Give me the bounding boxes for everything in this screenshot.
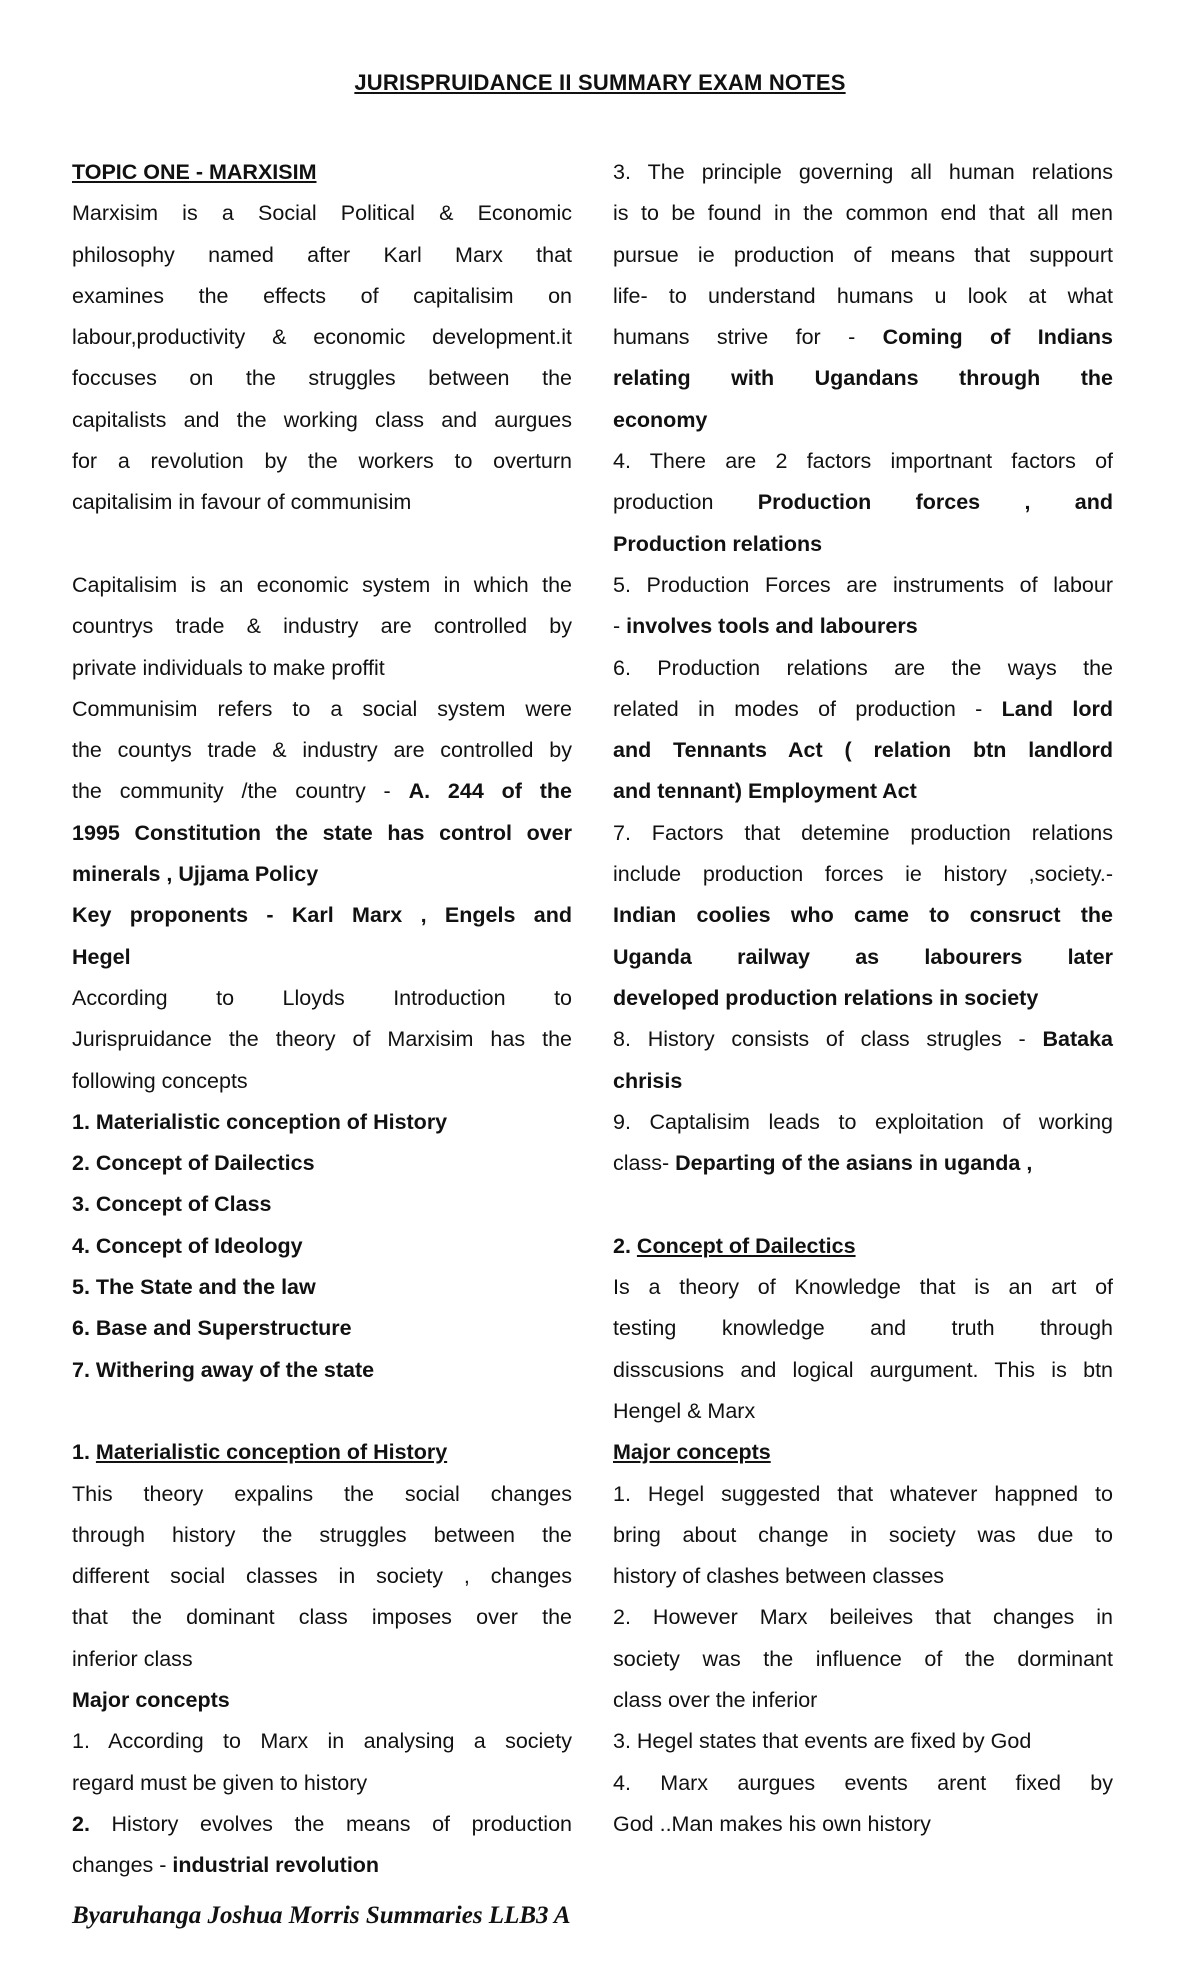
text-line: 3. The principle governing all human relations	[613, 160, 1113, 184]
text-line: is to be found in the common end that all men	[613, 201, 1113, 226]
text-line: 9. Captalisim leads to exploitation of working	[613, 1109, 1113, 1134]
dialectics-description	[613, 1267, 1113, 1432]
key-proponents: Key proponents - Karl Marx , Engels and	[72, 903, 572, 928]
section-title: Materialistic conception of History	[95, 1440, 448, 1465]
communism-definition	[72, 689, 572, 895]
right-column	[613, 152, 1113, 1845]
text-line: Jurispruidance the theory of Marxisim has the	[72, 1027, 572, 1052]
text-line: pursue ie production of means that suppourt	[613, 242, 1113, 267]
text-line: Communisim refers to a social system were	[72, 696, 572, 721]
item-number: 2.	[72, 1811, 90, 1836]
text-line: Capitalisim is an economic system in which the	[72, 572, 572, 597]
text-line: According to Lloyds Introduction to	[72, 985, 572, 1010]
text-line	[613, 317, 1113, 358]
text-line: different social classes in society , changes	[72, 1564, 572, 1589]
text-line: 7. Factors that detemine production relations	[613, 820, 1113, 845]
text-line: chrisis	[613, 1068, 683, 1093]
text-segment: -	[613, 614, 621, 639]
text-segment: changes -	[72, 1853, 167, 1878]
text-line	[613, 606, 1113, 647]
topic-heading: TOPIC ONE - MARXISIM	[72, 160, 317, 184]
text-line: philosophy named after Karl Marx that	[72, 242, 572, 267]
section-heading-dialectics	[613, 1226, 1113, 1267]
text-line: Is a theory of Knowledge that is an art of	[613, 1275, 1113, 1300]
section-title: Concept of Dailectics	[636, 1233, 856, 1258]
text-line: bring about change in society was due to	[613, 1522, 1113, 1547]
text-line: foccuses on the struggles between the	[72, 366, 572, 391]
text-line: history of clashes between classes	[613, 1564, 945, 1589]
text-segment-bold: Departing of the asians in uganda ,	[675, 1151, 1033, 1176]
text-line: and Tennants Act ( relation btn landlord	[613, 738, 1113, 763]
text-line: capitalisim in favour of communisim	[72, 490, 412, 515]
text-line	[613, 689, 1113, 730]
marxism-definition	[72, 193, 572, 523]
text-line: 4. Marx aurgues events arent fixed by	[613, 1770, 1113, 1795]
text-line: 3. Hegel states that events are fixed by God	[613, 1729, 1032, 1754]
text-line: minerals , Ujjama Policy	[72, 862, 319, 887]
text-line: society was the influence of the dorminant	[613, 1646, 1113, 1671]
list-item: 6. Base and Superstructure	[72, 1316, 352, 1341]
text-line: 1995 Constitution the state has control over	[72, 820, 572, 845]
text-line: that the dominant class imposes over the	[72, 1605, 572, 1630]
text-line	[613, 482, 1113, 523]
text-segment-bold: industrial revolution	[172, 1853, 380, 1878]
text-line: relating with Ugandans through the	[613, 366, 1113, 391]
text-line: Uganda railway as labourers later	[613, 944, 1113, 969]
list-item: 2. Concept of Dailectics	[72, 1151, 315, 1176]
text-segment: History evolves the means of production	[111, 1811, 572, 1836]
text-line: developed production relations in society	[613, 985, 1039, 1010]
text-segment: humans strive for -	[613, 325, 856, 350]
text-line: 1. According to Marx in analysing a society	[72, 1729, 572, 1754]
text-line: Indian coolies who came to consruct the	[613, 903, 1113, 928]
text-line	[72, 771, 572, 812]
section-number: 2.	[613, 1233, 631, 1258]
text-line: disscusions and logical aurgument. This is btn	[613, 1357, 1113, 1382]
text-line: This theory expalins the social changes	[72, 1481, 572, 1506]
text-line: examines the effects of capitalisim on	[72, 283, 572, 308]
text-segment: related in modes of production -	[613, 696, 983, 721]
text-line: for a revolution by the workers to overturn	[72, 449, 572, 474]
text-line	[613, 1019, 1113, 1060]
text-line: through history the struggles between the	[72, 1522, 572, 1547]
text-line	[72, 1845, 572, 1886]
text-segment-bold: involves tools and labourers	[626, 614, 918, 639]
list-item: 5. The State and the law	[72, 1275, 316, 1300]
text-line: life- to understand humans u look at what	[613, 283, 1113, 308]
text-segment: the community /the country -	[72, 779, 391, 804]
text-line: inferior class	[72, 1646, 193, 1671]
section-number: 1.	[72, 1440, 90, 1465]
text-line: the countys trade & industry are controlled by	[72, 738, 572, 763]
major-concepts-heading: Major concepts	[72, 1687, 230, 1712]
text-segment-bold: Land lord	[1001, 696, 1113, 721]
text-segment: production	[613, 490, 714, 515]
text-segment-bold: Coming of Indians	[882, 325, 1113, 350]
concepts-list	[72, 1102, 572, 1391]
text-line: Marxisim is a Social Political & Economic	[72, 201, 572, 226]
text-segment: 8. History consists of class strugles -	[613, 1027, 1026, 1052]
footer-author: Byaruhanga Joshua Morris Summaries LLB3 A	[72, 1902, 571, 1929]
list-item: 4. Concept of Ideology	[72, 1233, 303, 1258]
text-line: following concepts	[72, 1068, 248, 1093]
materialistic-description	[72, 1474, 572, 1680]
text-line: regard must be given to history	[72, 1770, 368, 1795]
text-line: private individuals to make proffit	[72, 655, 385, 680]
text-line: 5. Production Forces are instruments of labour	[613, 572, 1113, 597]
text-segment-bold: Bataka	[1042, 1027, 1113, 1052]
text-line: 2. However Marx beileives that changes in	[613, 1605, 1113, 1630]
text-line: 4. There are 2 factors importnant factors of	[613, 449, 1113, 474]
text-line: countrys trade & industry are controlled by	[72, 614, 572, 639]
capitalism-definition	[72, 565, 572, 689]
list-item: 7. Withering away of the state	[72, 1357, 375, 1382]
list-item: 3. Concept of Class	[72, 1192, 272, 1217]
key-proponents-cont: Hegel	[72, 944, 131, 969]
text-line: God ..Man makes his own history	[613, 1811, 931, 1836]
text-line: 1. Hegel suggested that whatever happned to	[613, 1481, 1113, 1506]
section-heading-materialistic	[72, 1432, 572, 1473]
lloyds-intro	[72, 978, 572, 1102]
text-line: Production relations	[613, 531, 823, 556]
text-segment: class-	[613, 1151, 670, 1176]
text-line	[72, 1804, 572, 1845]
list-item: 1. Materialistic conception of History	[72, 1109, 448, 1134]
text-line: labour,productivity & economic development.it	[72, 325, 572, 350]
text-line	[613, 1143, 1113, 1184]
text-segment-bold: A. 244 of the	[408, 779, 572, 804]
text-line: economy	[613, 407, 708, 432]
page-title: JURISPRUIDANCE II SUMMARY EXAM NOTES	[354, 70, 846, 95]
text-line: capitalists and the working class and aurgues	[72, 407, 572, 432]
left-column	[72, 152, 572, 1886]
text-line: Hengel & Marx	[613, 1398, 756, 1423]
text-line: and tennant) Employment Act	[613, 779, 917, 804]
text-line: class over the inferior	[613, 1687, 818, 1712]
text-line: testing knowledge and truth through	[613, 1316, 1113, 1341]
major-concepts-heading: Major concepts	[613, 1440, 771, 1465]
text-line: include production forces ie history ,society.-	[613, 862, 1113, 887]
text-segment-bold: Production forces , and	[757, 490, 1113, 515]
text-line: 6. Production relations are the ways the	[613, 655, 1113, 680]
